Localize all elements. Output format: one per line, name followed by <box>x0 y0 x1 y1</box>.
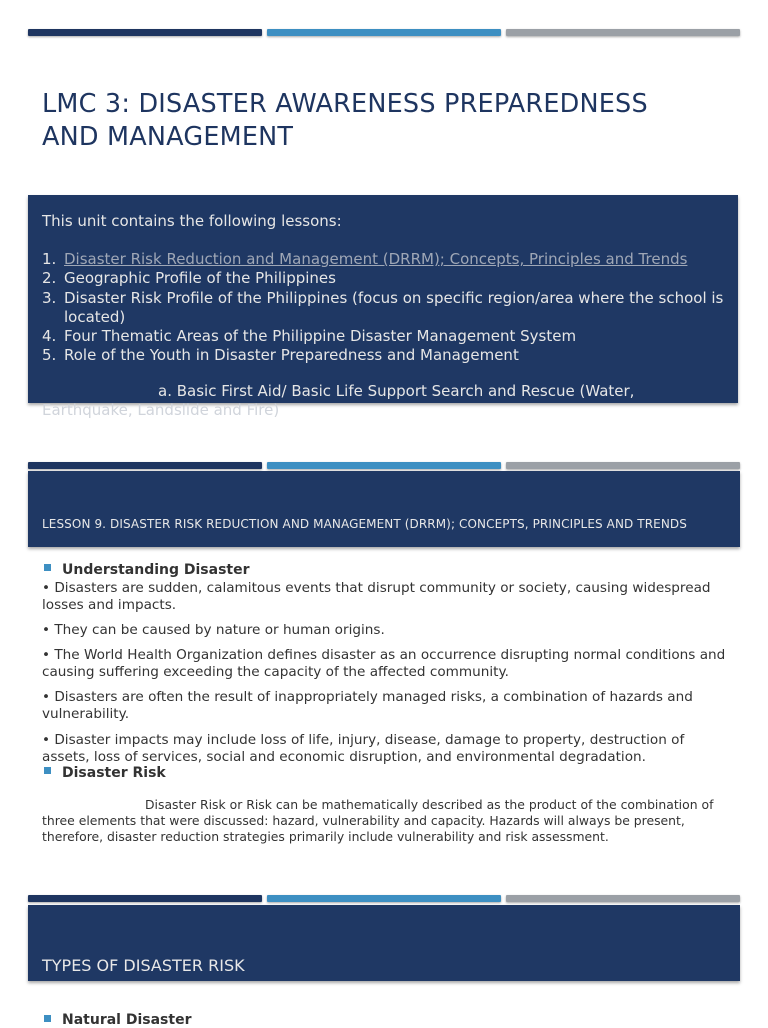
accent-stripe-blue <box>267 462 501 469</box>
lesson-text: Disaster Risk Profile of the Philippines (focus on specific region/area where the school is located) <box>64 288 724 326</box>
lesson-text: Role of the Youth in Disaster Preparedness and Management <box>64 346 519 365</box>
disaster-point: • Disasters are often the result of inappropriately managed risks, a combination of hazards and vulnerability. <box>42 689 693 722</box>
accent-stripe-blue <box>267 895 501 902</box>
lesson-number: 3. <box>42 288 57 307</box>
disaster-point: • Disasters are sudden, calamitous events that disrupt community or society, causing widespread losses and impacts. <box>42 580 711 613</box>
lessons-intro: This unit contains the following lessons: <box>42 212 342 230</box>
disaster-point: • They can be caused by nature or human origins. <box>42 622 385 638</box>
accent-stripe-gray <box>506 462 740 469</box>
accent-stripe-gray <box>506 29 740 36</box>
lesson-text: Geographic Profile of the Philippines <box>64 269 336 288</box>
lesson-number: 5. <box>42 346 57 365</box>
natural-disaster-heading: Natural Disaster <box>62 1012 192 1028</box>
lesson-link[interactable]: Disaster Risk Reduction and Management (DRRM); Concepts, Principles and Trends <box>64 250 688 268</box>
risk-heading: Disaster Risk <box>62 765 166 781</box>
accent-stripe-blue <box>267 29 501 36</box>
lesson-item <box>42 289 732 328</box>
disaster-point: • The World Health Organization defines disaster as an occurrence disrupting normal conditions and causing suffering exceeding the capacity of the affected community. <box>42 647 726 680</box>
accent-stripe-gray <box>506 895 740 902</box>
lesson-number: 4. <box>42 327 57 346</box>
slide-title-line-1: LMC 3: DISASTER AWARENESS PREPAREDNESS <box>42 89 648 119</box>
disaster-point: • Disaster impacts may include loss of life, injury, disease, damage to property, destruction of assets, loss of services, social and economic disruption, and environmental degradation. <box>42 732 685 765</box>
understanding-heading: Understanding Disaster <box>62 562 250 578</box>
risk-text: Disaster Risk or Risk can be mathematically described as the product of the combination of three elements that were discussed: hazard, vulnerability and capacity. Hazards will always be present, therefore, disaster reduction strategies primarily include vulnerability and risk assessment. <box>42 797 714 844</box>
lesson-text: Four Thematic Areas of the Philippine Disaster Management System <box>64 327 577 346</box>
slide-title-line-2: AND MANAGEMENT <box>42 122 294 152</box>
lesson-item <box>42 327 732 346</box>
lesson-title-panel <box>28 471 740 547</box>
lesson-title: LESSON 9. DISASTER RISK REDUCTION AND MANAGEMENT (DRRM); CONCEPTS, PRINCIPLES AND TRENDS <box>42 517 687 531</box>
lesson-item <box>42 269 732 288</box>
risk-paragraph <box>42 797 732 845</box>
bullet-square-icon <box>44 767 51 774</box>
sub-item-text: a. Basic First Aid/ Basic Life Support Search and Rescue (Water, <box>158 382 635 400</box>
lesson-sub-item <box>42 382 732 421</box>
lesson-item[interactable] <box>42 250 732 269</box>
lesson-number: 2. <box>42 269 57 288</box>
types-title: TYPES OF DISASTER RISK <box>42 956 245 975</box>
accent-stripe-navy <box>28 895 262 902</box>
sub-item-overflow-text: Earthquake, Landslide and Fire) <box>42 401 280 420</box>
accent-stripe-navy <box>28 462 262 469</box>
lesson-number: 1. <box>42 250 57 268</box>
slide-title <box>42 88 742 154</box>
bullet-square-icon <box>44 564 51 571</box>
bullet-square-icon <box>44 1015 51 1022</box>
accent-stripe-navy <box>28 29 262 36</box>
lesson-item <box>42 346 732 365</box>
lesson-list <box>42 250 732 366</box>
